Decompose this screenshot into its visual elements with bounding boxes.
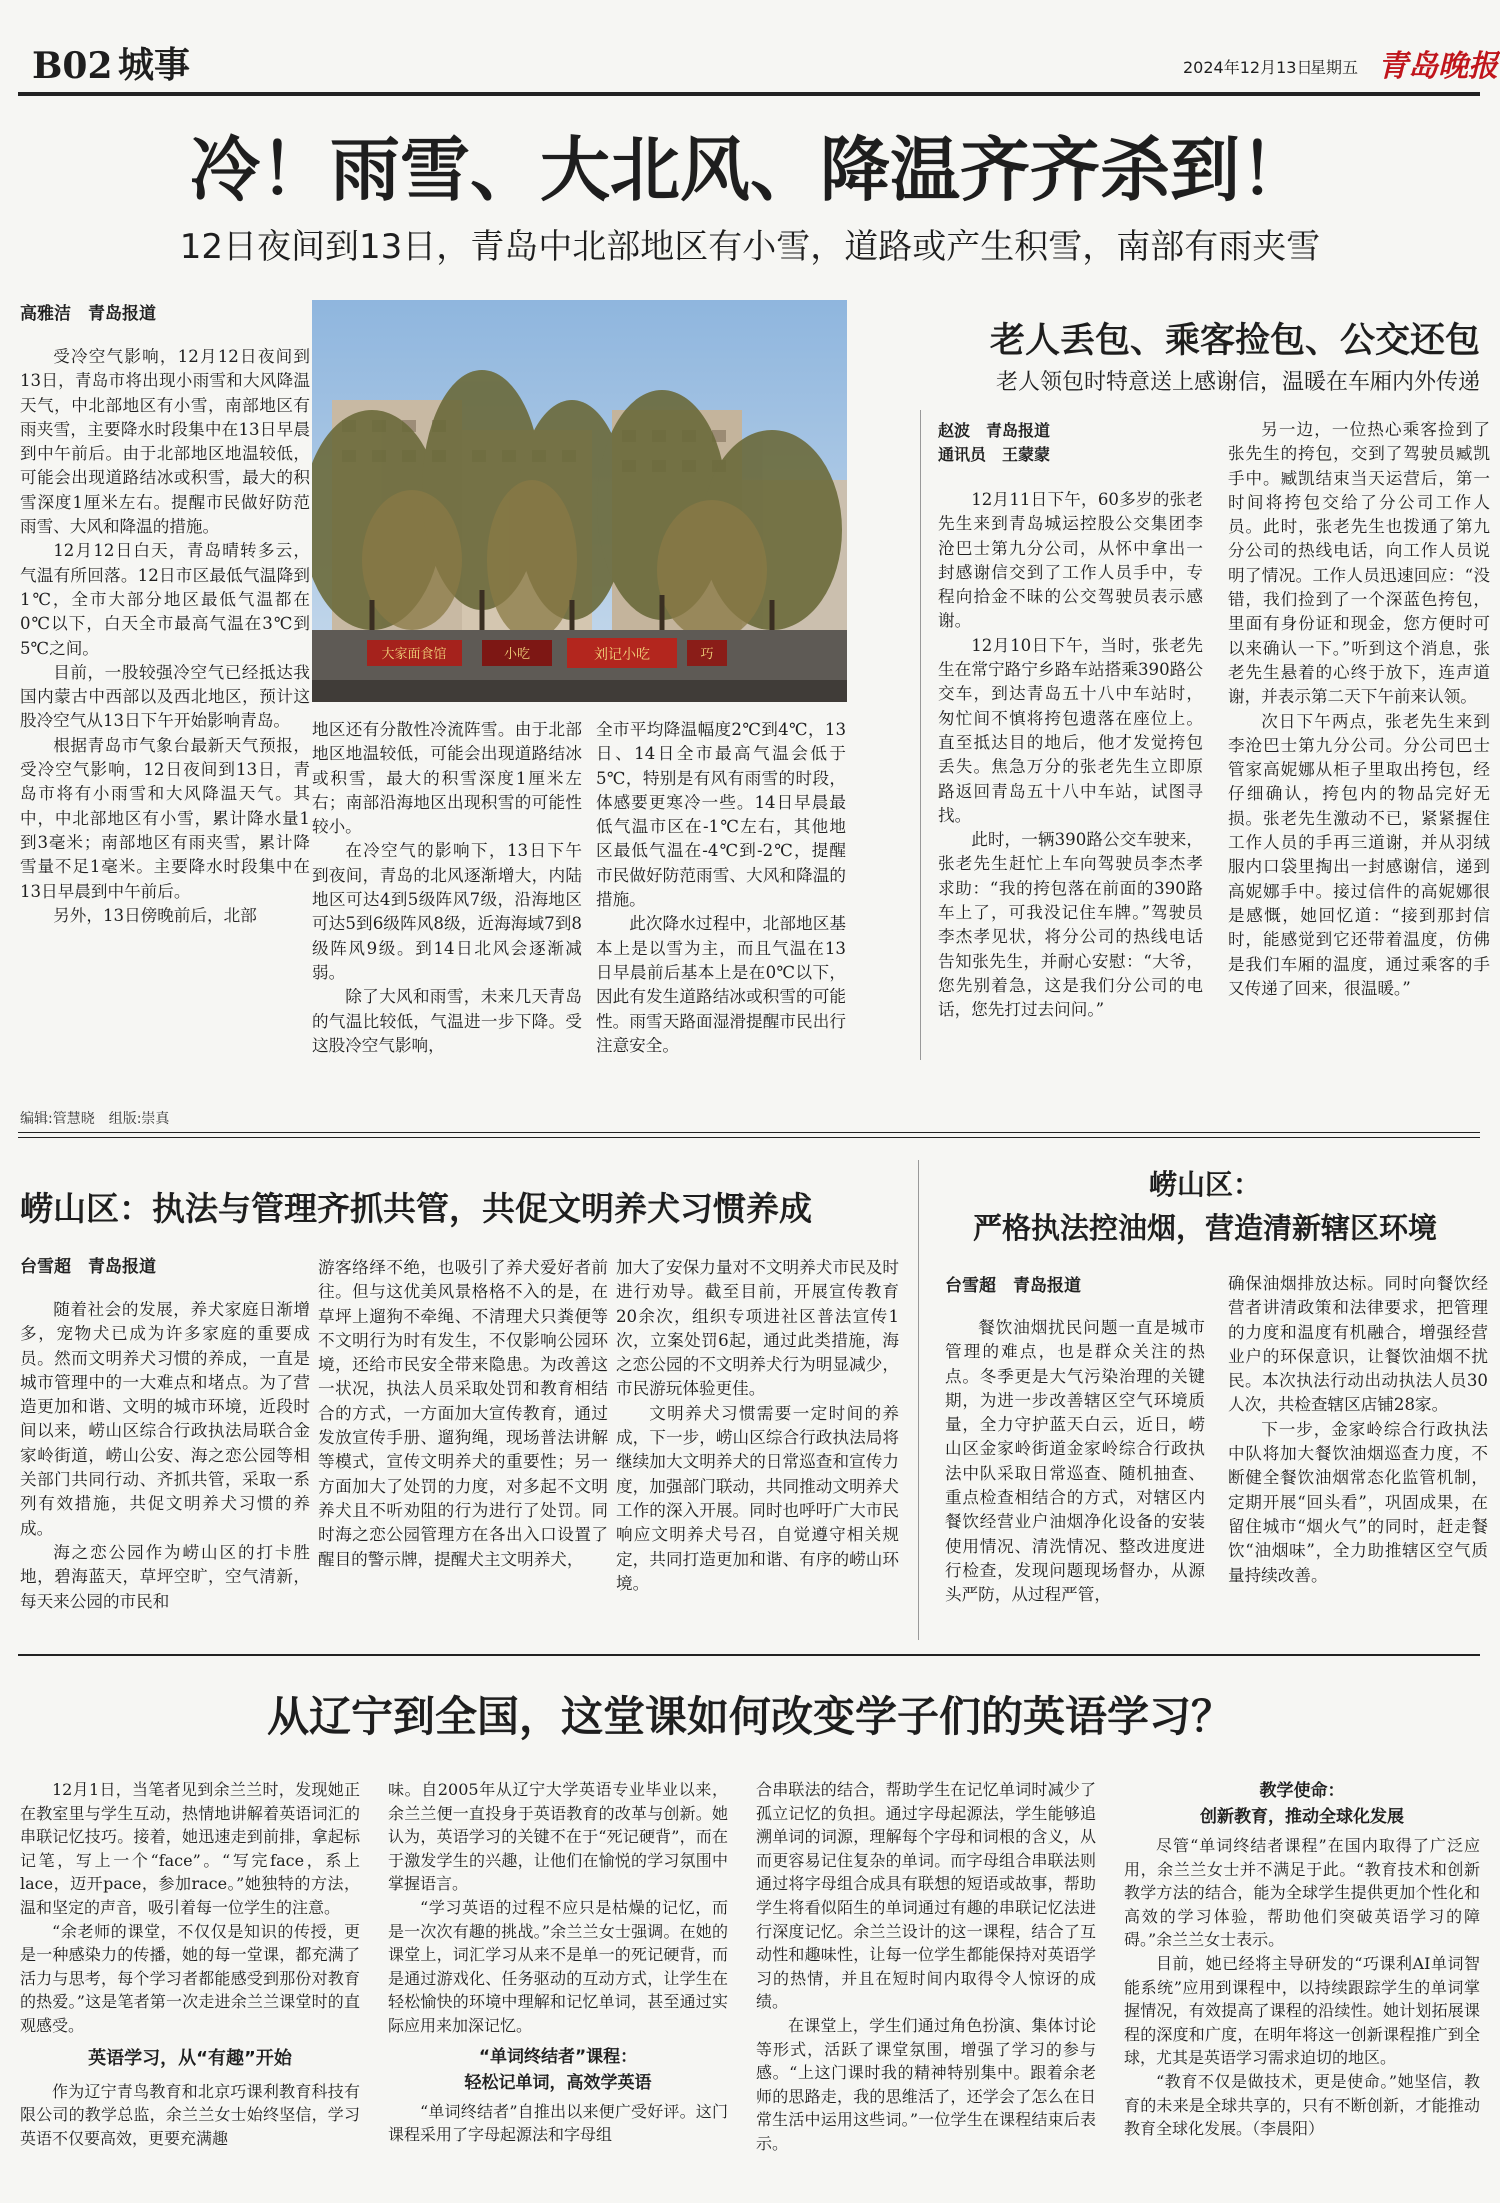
- story2-headline: 老人丢包、乘客捡包、公交还包: [989, 320, 1480, 361]
- story1-subheadline: 12日夜间到13日，青岛中北部地区有小雪，道路或产生积雪，南部有雨夹雪: [179, 227, 1321, 267]
- paragraph: 根据青岛市气象台最新天气预报，受冷空气影响，12日夜间到13日，青岛市将有小雨雪和大风降温天气。其中，中北部地区有小雪，累计降水量1到3毫米；南部地区有雨夹雪，累计降雪量不足1毫米。主要降水时段集中在13日早晨到中午前后。: [20, 735, 310, 901]
- paragraph: 地区还有分散性冷流阵雪。由于北部地区地温较低，可能会出现道路结冰或积雪，最大的积雪深度1厘米左右；南部沿海地区出现积雪的可能性较小。: [312, 720, 582, 837]
- story2-column-2: [1228, 418, 1490, 1058]
- story5-column-3: [756, 1778, 1096, 2198]
- story3-column-3: [616, 1256, 899, 1636]
- section-name: 城事: [118, 45, 191, 86]
- paragraph: 12月10日下午，当时，张老先生在常宁路宁乡路车站搭乘390路公交车，到达青岛五十八中车站时，匆忙间不慎将挎包遗落在座位上。直至抵达目的地后，他才发觉挎包丢失。焦急万分的张老先生立即原路返回青岛五十八中车站，试图寻找。: [938, 635, 1203, 825]
- story5-subhead: 轻松记单词，高效学英语: [464, 2072, 652, 2093]
- column-divider: [920, 410, 921, 1060]
- paragraph: 在冷空气的影响下，13日下午到夜间，青岛的北风逐渐增大，内陆地区可达4到5级阵风7级，沿海地区可达5到6级阵风8级，近海海域7到8级阵风9级。到14日北风会逐渐减弱。: [312, 841, 582, 982]
- paragraph: 12月1日，当笔者见到余兰兰时，发现她正在教室里与学生互动，热情地讲解着英语词汇的串联记忆技巧。接着，她迅速走到前排，拿起标记笔，写上一个“face”。“写完face，系上lace，迈开pace，参加race。”她独特的方法，温和坚定的声音，吸引着每一位学生的注意。: [20, 1780, 360, 1917]
- paragraph: 餐饮油烟扰民问题一直是城市管理的难点，也是群众关注的热点。冬季更是大气污染治理的关键期，为进一步改善辖区空气环境质量，全力守护蓝天白云，近日，崂山区金家岭街道金家岭综合行政执法中队采取日常巡查、随机抽查、重点检查相结合的方式，对辖区内餐饮经营业户油烟净化设备的安装使用情况、清洗情况、整改进度进行检查，发现问题现场督办，从源头严防，从过程严管，: [945, 1318, 1205, 1605]
- story1-column-1: [20, 345, 310, 1095]
- news-photo: [312, 300, 847, 702]
- paragraph: “余老师的课堂，不仅仅是知识的传授，更是一种感染力的传播，她的每一堂课，都充满了活力与思考，每个学习者都能感受到那份对教育的热爱。”这是笔者第一次走进余兰兰课堂时的直观感受。: [20, 1921, 360, 2035]
- paragraph: 全市平均降温幅度2℃到4℃，13日、14日全市最高气温会低于5℃，特别是有风有雨雪的时段，体感要更寒冷一些。14日早晨最低气温市区在-1℃左右，其他地区最低气温在-4℃到-2℃，提醒市民做好防范雨雪、大风和降温的措施。: [596, 720, 846, 910]
- paragraph: 作为辽宁青鸟教育和北京巧课利教育科技有限公司的教学总监，余兰兰女士始终坚信，学习英语不仅要高效，更要充满趣: [20, 2081, 360, 2148]
- story4-column-2: [1228, 1272, 1488, 1636]
- story4-headline-line2: 严格执法控油烟，营造清新辖区环境: [972, 1211, 1437, 1245]
- story5-subhead: 创新教育，推动全球化发展: [1200, 1807, 1404, 1827]
- story2-subheadline: 老人领包时特意送上感谢信，温暖在车厢内外传递: [995, 370, 1480, 395]
- story1-column-2: [312, 718, 582, 1058]
- story1-byline: 高雅洁 青岛报道: [20, 304, 156, 324]
- story4-column-1: [945, 1316, 1205, 1636]
- masthead: [0, 0, 1500, 92]
- section-rule: [18, 1137, 1480, 1138]
- story2-byline-reporter: 赵波 青岛报道: [938, 421, 1051, 440]
- paragraph: 尽管“单词终结者课程”在国内取得了广泛应用，余兰兰女士并不满足于此。“教育技术和创新教学方法的结合，能为全球学生提供更加个性化和高效的学习体验，帮助他们突破英语学习的障碍。”余兰兰女士表示。: [1124, 1836, 1480, 1950]
- story5-headline: 从辽宁到全国，这堂课如何改变学子们的英语学习？: [266, 1692, 1233, 1741]
- paragraph: 此时，一辆390路公交车驶来，张老先生赶忙上车向驾驶员李杰孝求助：“我的挎包落在前面的390路车上了，可我没记住车牌。”驾驶员李杰孝见状，将分公司的热线电话告知张先生，并耐心安慰：“大爷，您先别着急，这是我们分公司的电话，您先打过去问问。”: [938, 830, 1203, 1020]
- paragraph: 另一边，一位热心乘客捡到了张先生的挎包，交到了驾驶员臧凯手中。臧凯结束当天运营后，第一时间将挎包交给了分公司工作人员。此时，张老先生也拨通了第九分公司的热线电话，向工作人员说明了情况。工作人员迅速回应：“没错，我们捡到了一个深蓝色挎包，里面有身份证和现金，您方便时可以来确认一下。”听到这个消息，张老先生悬着的心终于放下，连声道谢，并表示第二天下午前来认领。: [1228, 420, 1490, 707]
- story5-subhead: 英语学习，从“有趣”开始: [88, 2047, 292, 2069]
- story4-byline: 台雪超 青岛报道: [945, 1276, 1081, 1296]
- story5-subhead: 教学使命：: [1259, 1781, 1345, 1801]
- paragraph: 确保油烟排放达标。同时向餐饮经营者讲清政策和法律要求，把管理的力度和温度有机融合，增强经营业户的环保意识，让餐饮油烟不扰民。本次执法行动出动执法人员30人次，共检查辖区店铺28家。: [1228, 1274, 1488, 1415]
- story1-column-3: [596, 718, 846, 1058]
- story2-column-1: [938, 488, 1203, 1058]
- paragraph: 目前，她已经将主导研发的“巧课利AI单词智能系统”应用到课程中，以持续跟踪学生的单词掌握情况，有效提高了课程的沿续性。她计划拓展课程的深度和广度，在明年将这一创新课程推广到全球，尤其是英语学习需求迫切的地区。: [1124, 1953, 1480, 2068]
- story3-byline: 台雪超 青岛报道: [20, 1257, 156, 1277]
- paragraph: 另外，13日傍晚前后，北部: [53, 905, 257, 925]
- paragraph: 除了大风和雨雪，未来几天青岛的气温比较低，气温进一步下降。受这股冷空气影响，: [312, 987, 582, 1055]
- shop-sign: 大家面食馆: [381, 647, 447, 662]
- page-code: B02: [32, 45, 113, 87]
- story3-column-1: [20, 1298, 310, 1638]
- shop-sign: 巧: [700, 647, 714, 662]
- paragraph: 12月11日下午，60多岁的张老先生来到青岛城运控股公交集团李沧巴士第九分公司，从怀中拿出一封感谢信交到了工作人员手中，专程向拾金不昧的公交驾驶员表示感谢。: [938, 490, 1203, 631]
- story2-byline-correspondent: 通讯员 王蒙蒙: [938, 445, 1051, 464]
- paragraph: 目前，一股较强冷空气已经抵达我国内蒙古中西部以及西北地区，预计这股冷空气从13日下午开始影响青岛。: [20, 662, 310, 731]
- column-divider: [918, 1160, 919, 1640]
- shop-sign: 小吃: [503, 647, 531, 662]
- story3-column-2: [318, 1256, 608, 1636]
- story5-column-1: [20, 1778, 360, 2198]
- masthead-rule: [18, 92, 1480, 96]
- paragraph: “教育不仅是做技术，更是使命。”她坚信，教育的未来是全球共享的，只有不断创新，才能推动教育全球化发展。（李晨阳）: [1124, 2071, 1480, 2139]
- paragraph: 游客络绎不绝，也吸引了养犬爱好者前往。但与这优美风景格格不入的是，在草坪上遛狗不牵绳、不清理犬只粪便等不文明行为时有发生，不仅影响公园环境，还给市民安全带来隐患。为改善这一状况，执法人员采取处罚和教育相结合的方式，一方面加大宣传教育，通过发放宣传手册、遛狗绳，现场普法讲解等模式，宣传文明养犬的重要性；另一方面加大了处罚的力度，对多起不文明养犬且不听劝阻的行为进行了处罚。同时海之恋公园管理方在各出入口设置了醒目的警示牌，提醒犬主文明养犬，: [318, 1258, 608, 1569]
- paragraph: 合串联法的结合，帮助学生在记忆单词时减少了孤立记忆的负担。通过字母起源法，学生能够追溯单词的词源，理解每个字母和词根的含义，从而更容易记住复杂的单词。而字母组合串联法则通过将字母组合成具有联想的短语或故事，帮助学生将看似陌生的单词通过有趣的串联记忆法进行深度记忆。余兰兰设计的这一课程，结合了互动性和趣味性，让每一位学生都能保持对英语学习的热情，并且在短时间内取得令人惊讶的成绩。: [756, 1780, 1096, 2012]
- story5-column-2: [388, 1778, 728, 2198]
- paragraph: 12月12日白天，青岛晴转多云，气温有所回落。12日市区最低气温降到1℃，全市大部分地区最低气温都在0℃以下，白天全市最高气温在3℃到5℃之间。: [20, 541, 310, 658]
- weekday: 星期五: [1310, 58, 1359, 77]
- paragraph: 加大了安保力量对不文明养犬市民及时进行劝导。截至目前，开展宣传教育20余次，组织专项进社区普法宣传1次，立案处罚6起，通过此类措施，海之恋公园的不文明养犬行为明显减少，市民游玩体验更佳。: [616, 1258, 899, 1399]
- paragraph: “单词终结者”自推出以来便广受好评。这门课程采用了字母起源法和字母组: [388, 2101, 728, 2145]
- section-rule: [18, 1654, 1480, 1656]
- story3-headline: 崂山区：执法与管理齐抓共管，共促文明养犬习惯养成: [20, 1189, 812, 1228]
- paragraph: “学习英语的过程不应只是枯燥的记忆，而是一次次有趣的挑战。”余兰兰女士强调。在她的课堂上，词汇学习从来不是单一的死记硬背，而是通过游戏化、任务驱动的互动方式，让学生在轻松愉快的环境中理解和记忆单词，甚至通过实际应用来加深记忆。: [388, 1897, 728, 2035]
- story4-headline-line1: 崂山区：: [1148, 1168, 1261, 1201]
- shop-sign: 刘记小吃: [594, 647, 650, 663]
- section-rule: [18, 1132, 1480, 1133]
- story5-column-4: [1124, 1778, 1480, 2198]
- paragraph: 下一步，金家岭综合行政执法中队将加大餐饮油烟巡查力度，不断健全餐饮油烟常态化监管机制，定期开展“回头看”，巩固成果，在留住城市“烟火气”的同时，赶走餐饮“油烟味”，全力助推辖区空气质量持续改善。: [1228, 1419, 1488, 1585]
- issue-date: 2024年12月13日: [1183, 58, 1313, 77]
- story5-subhead: “单词终结者”课程：: [478, 2046, 638, 2067]
- paragraph: 随着社会的发展，养犬家庭日渐增多，宠物犬已成为许多家庭的重要成员。然而文明养犬习惯的养成，一直是城市管理中的一大难点和堵点。为了营造更加和谐、文明的城市环境，近段时间以来，崂山区综合行政执法局联合金家岭街道，崂山公安、海之恋公园等相关部门共同行动、齐抓共管，采取一系列有效措施，共促文明养犬习惯的养成。: [20, 1300, 310, 1538]
- paragraph: 味。自2005年从辽宁大学英语专业毕业以来，余兰兰便一直投身于英语教育的改革与创新。她认为，英语学习的关键不在于“死记硬背”，而在于激发学生的兴趣，让他们在愉悦的学习氛围中掌握语言。: [388, 1780, 728, 1894]
- paragraph: 受冷空气影响，12月12日夜间到13日，青岛市将出现小雨雪和大风降温天气，中北部地区有小雪，南部地区有雨夹雪，主要降水时段集中在13日早晨到中午前后。由于北部地区地温较低，可能会出现道路结冰或积雪，最大的积雪深度1厘米左右。提醒市民做好防范雨雪、大风和降温的措施。: [20, 347, 310, 537]
- paragraph: 次日下午两点，张老先生来到李沧巴士第九分公司。分公司巴士管家高妮娜从柜子里取出挎包，经仔细确认，挎包内的物品完好无损。张老先生激动不已，紧紧握住工作人员的手再三道谢，并从羽绒服内口袋里掏出一封感谢信，递到高妮娜手中。接过信件的高妮娜很是感慨，她回忆道：“接到那封信时，能感觉到它还带着温度，仿佛是我们车厢的温度，通过乘客的手又传递了回来，很温暖。”: [1228, 711, 1490, 998]
- paragraph: 海之恋公园作为崂山区的打卡胜地，碧海蓝天，草坪空旷，空气清新，每天来公园的市民和: [20, 1542, 310, 1611]
- editor-credit: 编辑:管慧晓 组版:崇真: [20, 1111, 170, 1127]
- paragraph: 文明养犬习惯需要一定时间的养成，下一步，崂山区综合行政执法局将继续加大文明养犬的日常巡查和宣传力度，加强部门联动，共同推动文明养犬工作的深入开展。同时也呼吁广大市民响应文明养犬号召，自觉遵守相关规定，共同打造更加和谐、有序的崂山环境。: [616, 1403, 899, 1593]
- story1-headline: 冷！雨雪、大北风、降温齐齐杀到！: [190, 128, 1310, 211]
- paragraph: 此次降水过程中，北部地区基本上是以雪为主，而且气温在13日早晨前后基本上是在0℃以下，因此有发生道路结冰或积雪的可能性。雨雪天路面湿滑提醒市民出行注意安全。: [596, 914, 846, 1055]
- paper-logo: 青岛晚报: [1378, 49, 1498, 84]
- paragraph: 在课堂上，学生们通过角色扮演、集体讨论等形式，活跃了课堂氛围，增强了学习的参与感。“上这门课时我的精神特别集中。跟着余老师的思路走，我的思维活了，还学会了怎么在日常生活中运用这些词。”一位学生在课程结束后表示。: [756, 2015, 1096, 2153]
